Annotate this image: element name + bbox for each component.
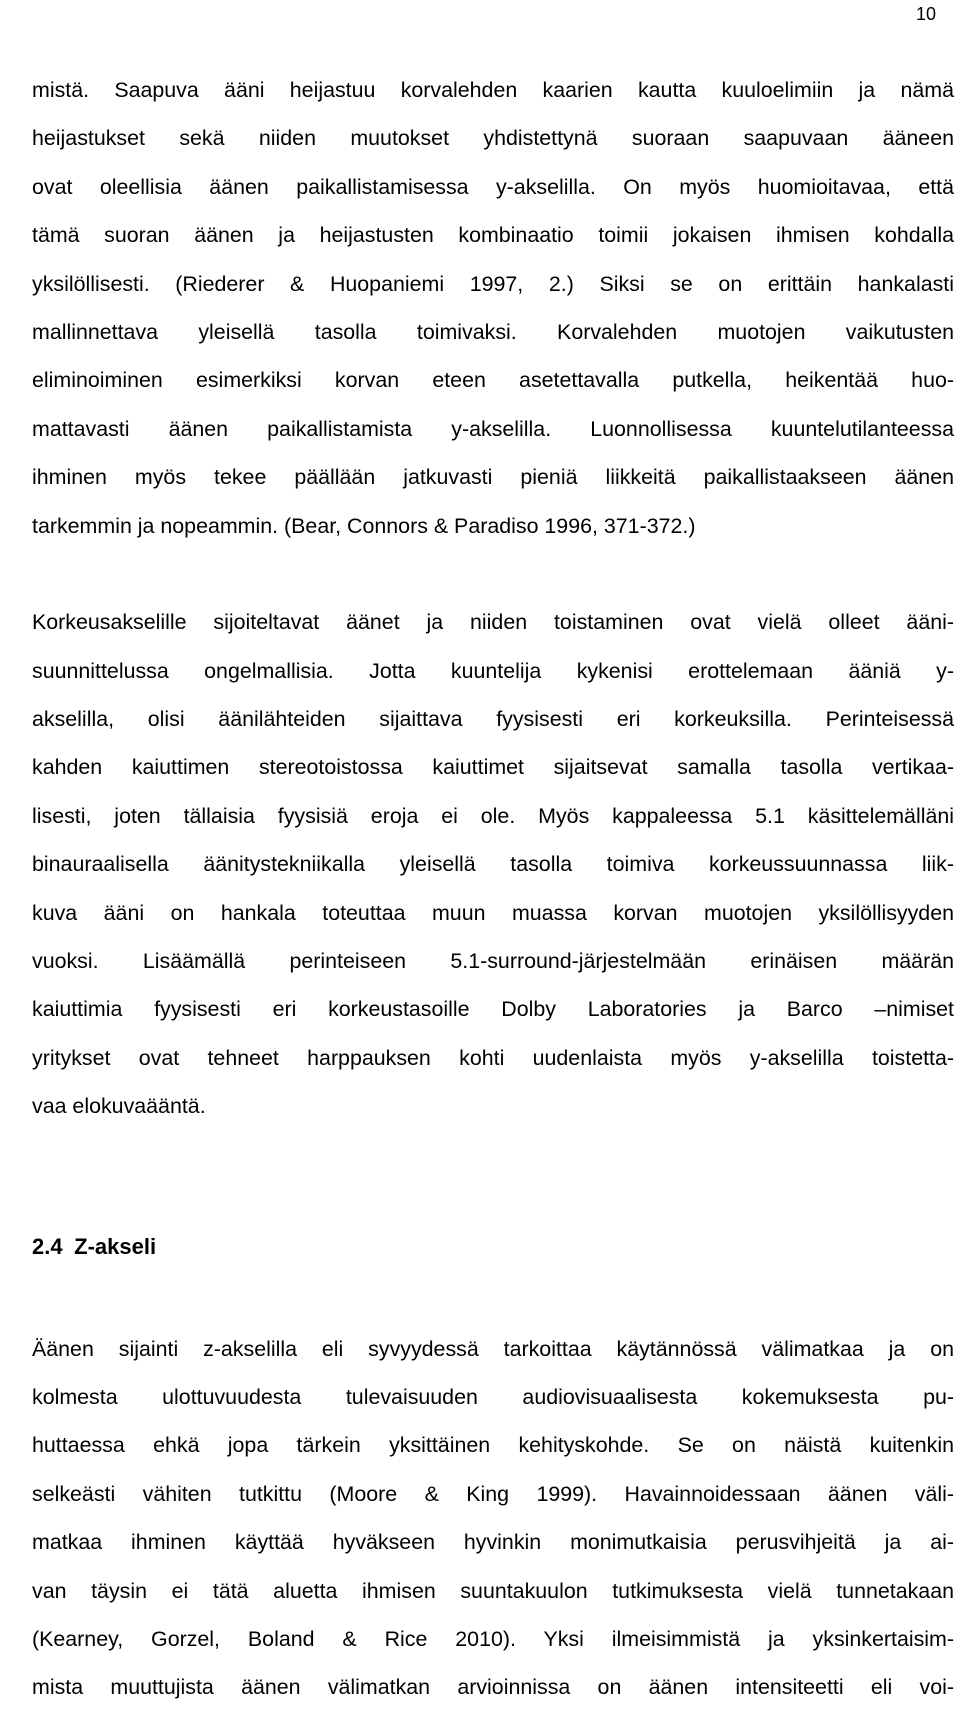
heading-spacer [32,1271,954,1325]
text-line: tämä suoran äänen ja heijastusten kombinaatio toimii jokaisen ihmisen kohdalla [32,223,954,248]
text-line: mista muuttujista äänen välimatkan arvioinnissa on äänen intensiteetti eli voi- [32,1675,954,1700]
text-line: heijastukset sekä niiden muutokset yhdistettynä suoraan saapuvaan ääneen [32,126,954,151]
paragraph-3 [32,1325,954,1712]
text-line: ihminen myös tekee päällään jatkuvasti pieniä liikkeitä paikallistaakseen äänen [32,465,954,490]
text-line: matkaa ihminen käyttää hyväkseen hyvinkin monimutkaisia perusvihjeitä ja ai- [32,1530,954,1555]
text-line: kahden kaiuttimen stereotoistossa kaiuttimet sijaitsevat samalla tasolla vertikaa- [32,755,954,780]
text-line: binauraalisella äänitystekniikalla yleisellä tasolla toimiva korkeussuunnassa liik- [32,852,954,877]
text-line: yritykset ovat tehneet harppauksen kohti uudenlaista myös y-akselilla toistetta- [32,1045,954,1070]
text-line: mattavasti äänen paikallistamista y-akselilla. Luonnollisessa kuuntelutilanteessa [32,416,954,441]
paragraph-spacer [32,550,954,598]
paragraph-2 [32,598,954,1130]
text-line: akselilla, olisi äänilähteiden sijaittava fyysisesti eri korkeuksilla. Perinteisessä [32,707,954,732]
text-line: (Kearney, Gorzel, Boland & Rice 2010). Yksi ilmeisimmistä ja yksinkertaisim- [32,1626,954,1651]
page-number: 10 [915,4,936,24]
text-line: van täysin ei tätä aluetta ihmisen suuntakuulon tutkimuksesta vielä tunnetakaan [32,1578,954,1603]
paragraph-1 [32,66,954,550]
text-line: mistä. Saapuva ääni heijastuu korvalehden kaarien kautta kuuloelimiin ja nämä [32,78,954,102]
section-number: 2.4 [32,1233,63,1259]
document-body [32,66,954,1712]
text-line: kuva ääni on hankala toteuttaa muun muassa korvan muotojen yksilöllisyyden [32,900,954,925]
text-line: tarkemmin ja nopeammin. (Bear, Connors & Paradiso 1996, 371-372.) [32,513,696,538]
text-line: kolmesta ulottuvuudesta tulevaisuuden audiovisuaalisesta kokemuksesta pu- [32,1384,954,1409]
section-title: Z-akseli [74,1233,157,1259]
section-spacer [32,1131,954,1223]
text-line: vuoksi. Lisäämällä perinteiseen 5.1-surround-järjestelmään erinäisen määrän [32,949,954,974]
text-line: lisesti, joten tällaisia fyysisiä eroja ei ole. Myös kappaleessa 5.1 käsittelemälläni [32,803,954,828]
text-line: selkeästi vähiten tutkittu (Moore & King 1999). Havainnoidessaan äänen väli- [32,1481,954,1506]
text-line: suunnittelussa ongelmallisia. Jotta kuuntelija kykenisi erottelemaan ääniä y- [32,658,954,683]
text-line: Äänen sijainti z-akselilla eli syvyydessä tarkoittaa käytännössä välimatkaa ja on [32,1336,954,1361]
text-line: eliminoiminen esimerkiksi korvan eteen asetettavalla putkella, heikentää huo- [32,368,954,393]
text-line: vaa elokuvaääntä. [32,1094,206,1119]
text-line: huttaessa ehkä jopa tärkein yksittäinen kehityskohde. Se on näistä kuitenkin [32,1433,954,1458]
text-line: kaiuttimia fyysisesti eri korkeustasoille Dolby Laboratories ja Barco –nimiset [32,997,954,1022]
text-line: yksilöllisesti. (Riederer & Huopaniemi 1997, 2.) Siksi se on erittäin hankalasti [32,271,954,296]
section-heading [32,1223,954,1271]
text-line: ovat oleellisia äänen paikallistamisessa y-akselilla. On myös huomioitavaa, että [32,174,954,199]
text-line: Korkeusakselille sijoiteltavat äänet ja niiden toistaminen ovat vielä olleet ääni- [32,610,954,635]
text-line: mallinnettava yleisellä tasolla toimivaksi. Korvalehden muotojen vaikutusten [32,319,954,344]
